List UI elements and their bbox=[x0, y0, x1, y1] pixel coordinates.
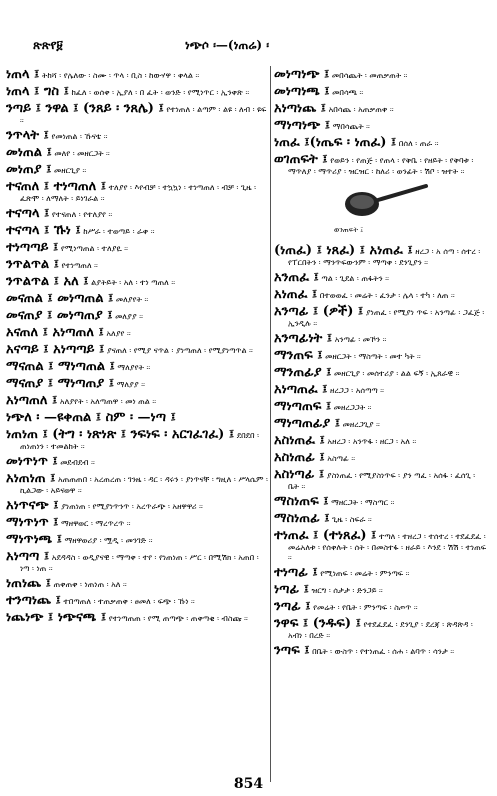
dictionary-entry bbox=[274, 153, 488, 177]
dictionary-entry bbox=[274, 512, 488, 526]
dictionary-entry bbox=[6, 163, 268, 177]
entry-headword: ወገጠፍት ፤ bbox=[274, 152, 328, 167]
left-column bbox=[6, 68, 268, 780]
entry-headword: ማስነጠፊ ፤ bbox=[274, 511, 330, 526]
header-title: ነጭሶ ፡—(ነጠሬ) ፡ bbox=[185, 38, 270, 52]
entry-definition: አለያየ ። bbox=[106, 329, 131, 338]
header-left-text: ጽጽየ፱ bbox=[33, 38, 63, 52]
entry-headword: (ነጠፈ) ፤ ነጸፈ) ፤ አነጠፈ ፤ bbox=[274, 243, 413, 258]
dictionary-entry bbox=[6, 594, 268, 608]
entry-headword: መነጥነጥ ፤ bbox=[6, 454, 58, 469]
page-number: 854 bbox=[233, 776, 264, 792]
entry-definition: ዘረጋ ፡ አ ሰጣ ፡ ሰተረ ፡ የፐርበትን ፡ ማንጥፍውንም ፡ ማጣቀ ፡ ደንጊያን ። bbox=[288, 247, 481, 267]
entry-headword: ማነጥነጥ ፤ bbox=[6, 515, 59, 530]
dictionary-entry bbox=[6, 309, 268, 323]
dictionary-entry bbox=[6, 241, 268, 255]
entry-headword: ንዋፍ ፤ (ንዱፍ) ፤ bbox=[274, 616, 361, 631]
dictionary-entry bbox=[6, 85, 268, 99]
dictionary-entry bbox=[6, 577, 268, 591]
entry-headword: አናጠለ ፤ አነጣጠለ ፤ bbox=[6, 325, 104, 340]
entry-definition: ማለያያ ። bbox=[116, 380, 145, 389]
entry-headword: ማነጣጠፍ ፤ bbox=[274, 399, 332, 414]
dictionary-entry bbox=[6, 275, 268, 289]
entry-headword: ተናጠለ ፤ ተነጣጠለ ፤ bbox=[6, 179, 107, 194]
entry-definition: ዘረጋጋ ፡ አሰጣጣ ። bbox=[330, 386, 385, 395]
entry-headword: ተነጣፊ ፤ bbox=[274, 565, 318, 580]
entry-definition: መደብደብ ። bbox=[60, 458, 95, 467]
entry-definition: የተናጠለ ፡ የተለያየ ። bbox=[51, 210, 113, 219]
entry-definition: ጣል ፡ ጊደል ፡ ጠፋትን ። bbox=[321, 274, 389, 283]
entry-headword: አነጠፈ ፤ bbox=[274, 287, 318, 302]
dictionary-entry bbox=[6, 180, 268, 204]
entry-headword: አስነጠፊ ፤ bbox=[274, 450, 325, 465]
dictionary-entry bbox=[274, 85, 488, 99]
entry-definition: የመነጠል ፡ ኹናቴ ። bbox=[51, 132, 108, 141]
entry-definition: ከፈለ ፡ ወሰቀ ፡ ኢያለ ፡ በ ፈት ፡ ወንድ ፡ የሚነጥር ፡ ኢንቀጽ ። bbox=[71, 88, 250, 97]
entry-definition: አለያየት ፡ አለጣጠዋ ፡ መነ ጠል ። bbox=[59, 397, 157, 406]
entry-headword: ነጠነጨ ፤ bbox=[6, 576, 51, 591]
entry-headword: ማነጣነጭ ፤ bbox=[274, 118, 331, 133]
dictionary-entry bbox=[274, 566, 488, 580]
entry-definition: ያስነጠፈ ፡ የሚያስነጥፍ ፡ ያን ጣፈ ፡ አሰፋ ፡ ፈሰጊ ፡ ቤት ። bbox=[288, 471, 476, 491]
entry-definition: በሰለ ፡ ጠራ ። bbox=[398, 139, 439, 148]
entry-headword: ተናጣላ ፤ bbox=[6, 206, 50, 221]
dictionary-entry bbox=[274, 529, 488, 563]
entry-headword: ማነጥነጫ ፤ bbox=[6, 532, 62, 547]
entry-headword: አነጣጠለ ፤ bbox=[6, 393, 58, 408]
entry-definition: አጠጠጠበ ፡ አረጠረጠ ፡ ገንዜ ፡ ዳር ፡ ዳሩን ፡ ያነጥናቸ ፡ ግዚለ ፡ ሥላሴም ፡ ኪልጋው ፡ አይናወዋ ። bbox=[20, 475, 268, 495]
dictionary-entry bbox=[6, 533, 268, 547]
entry-definition: የተነጠለ ፡ ልጣም ፡ ልዩ ፡ ለብ ፡ ዩፍ ። bbox=[20, 105, 267, 125]
entry-headword: መነጣነጭ ፤ bbox=[274, 68, 330, 82]
dictionary-entry bbox=[6, 360, 268, 374]
entry-definition: የመሬት ፡ የቤት ፡ ምንጣፍ ፡ ስጦጥ ። bbox=[313, 603, 418, 612]
entry-headword: ንጣፊ ፤ bbox=[274, 599, 311, 614]
dictionary-entry bbox=[6, 428, 268, 452]
entry-headword: ነጠላ ፤ bbox=[6, 68, 40, 82]
entry-definition: አንጣፊ ፡ መኾን ። bbox=[334, 335, 387, 344]
entry-headword: ማናጠል ፤ ማነጣጠል ፤ bbox=[6, 359, 115, 374]
dictionary-entry bbox=[274, 495, 488, 509]
entry-headword: ማናጠያ ፤ ማነጣጠያ ፤ bbox=[6, 376, 115, 391]
entry-definition: የተደፈደፈ ፡ ደንጊያ ፡ ደረጃ ፡ ጽዳጽዳ ፡ አብነ ፡ በረድ ። bbox=[288, 620, 473, 640]
dictionary-entry bbox=[274, 349, 488, 363]
dictionary-entry bbox=[274, 383, 488, 397]
dictionary-entry bbox=[274, 332, 488, 346]
dictionary-entry bbox=[6, 499, 268, 513]
illustration bbox=[274, 180, 488, 240]
right-column-bottom-entries bbox=[274, 244, 488, 658]
entry-definition: ጠቀጠቀ ፡ ነጠነጠ ፡ አለ ። bbox=[53, 580, 127, 589]
entry-definition: ከሥራ ፡ ተወጣይ ፡ ራቀ ። bbox=[83, 227, 155, 236]
entry-headword: ነጭለ ፡ —ዩቀጠል ፤ ስም ፡ —ነጣ ፤ bbox=[6, 410, 176, 425]
dictionary-entry bbox=[6, 472, 268, 496]
dictionary-entry bbox=[6, 224, 268, 238]
entry-definition: ልያትይት ፡ አለ ፡ ተነ ጣጠለ ። bbox=[91, 278, 176, 287]
dictionary-entry bbox=[274, 136, 488, 150]
dictionary-entry bbox=[6, 129, 268, 143]
entry-headword: ንጥልጥል ፤ bbox=[6, 257, 59, 272]
entry-definition: ጊዜ ፡ ስፍራ ። bbox=[332, 515, 372, 524]
dictionary-entry bbox=[6, 611, 268, 625]
dictionary-entry bbox=[6, 146, 268, 160]
entry-headword: አንጠፈ ፤ bbox=[274, 270, 319, 285]
entry-definition: አስጣፊ ። bbox=[327, 454, 356, 463]
dictionary-entry bbox=[274, 119, 488, 133]
entry-headword: ነጨነጭ ፤ ነጭናጫ ፤ bbox=[6, 610, 107, 625]
dictionary-entry bbox=[274, 271, 488, 285]
dictionary-entry bbox=[274, 583, 488, 597]
dictionary-entry bbox=[274, 305, 488, 329]
entry-definition: በቤት ፡ ውስጥ ፡ የተነጠፈ ፡ ሰሐ ፡ ልባጥ ፡ ሳንታ ። bbox=[312, 647, 455, 656]
entry-definition: መበሳጨት ፡ መጠቃጠት ። bbox=[331, 71, 408, 80]
entry-definition: ያነጠፈ ፡ የሚያነ ጥፍ ፡ አንጣፊ ፡ ጋፈጅ ፡ ኢንዲሉ ። bbox=[288, 308, 485, 328]
entry-headword: አነጠነጠ ፤ bbox=[6, 471, 56, 486]
dictionary-entry bbox=[274, 617, 488, 641]
dictionary-entry bbox=[274, 288, 488, 302]
dictionary-entry bbox=[6, 207, 268, 221]
dictionary-entry bbox=[274, 102, 488, 116]
entry-headword: አነጣጣ ፤ bbox=[6, 549, 50, 564]
illustration-caption: ወንጠፍት ፤ bbox=[334, 226, 364, 234]
entry-definition: ተለያየ ፡ እየብቻ ፡ ተኳኳነ ፡ ተነጣጠለ ፡ ብቻ ፡ ጊዜ ፡ ፈጽሞ ፡ ለማለት ፡ ይነገራል ። bbox=[20, 183, 256, 203]
dictionary-entry bbox=[6, 550, 268, 574]
entry-headword: አስነጠፈ ፤ bbox=[274, 433, 325, 448]
entry-definition: መዘርጋት ፡ ማስጣት ፡ መተ ካት ። bbox=[325, 352, 421, 361]
entry-headword: ተንጣነጨ ፤ bbox=[6, 593, 61, 608]
dictionary-entry bbox=[6, 258, 268, 272]
entry-definition: ተበጣጠለ ፡ ተጠቃጠቀ ፡ ፀመለ ፡ ፍጭ ፡ ኹነ ። bbox=[63, 597, 195, 606]
entry-definition: አበሳጨ ፡ አጠቃጠቀ ። bbox=[328, 105, 394, 114]
dictionary-entry bbox=[274, 468, 488, 492]
entry-definition: የወይን ፡ የጠጅ ፡ የጠላ ፡ የቅቤ ፡ የዘይት ፡ የቅባቱ ፡ ማጥለያ ፡ ማጥሪያ ፡ ዝርዝር ፡ ከለሪ ፡ ወንፊት ፡ ሽቦ ፡ ዝተት ። bbox=[288, 156, 474, 176]
entry-headword: ተነጣጣይ ፤ bbox=[6, 240, 59, 255]
dictionary-entry bbox=[6, 394, 268, 408]
entry-headword: አናጣይ ፤ አነጣጣይ ፤ bbox=[6, 342, 105, 357]
dictionary-entry bbox=[6, 455, 268, 469]
entry-definition: መበሳጫ ። bbox=[332, 88, 364, 97]
entry-headword: አንጣፊነት ፤ bbox=[274, 331, 333, 346]
entry-definition: ያነጠነጠ ፡ የሚያነጥንጥ ፡ አረጥራጭ ፡ አዘዋዋሪ ። bbox=[61, 502, 203, 511]
entry-headword: ማስነጠፍ ፤ bbox=[274, 494, 329, 509]
entry-definition: መለየ ፡ መዘርጋት ። bbox=[54, 149, 110, 158]
dictionary-entry bbox=[274, 644, 488, 658]
entry-definition: ደበደበ ፡ ጠነጠነን ፡ ተመልከት ። bbox=[20, 431, 260, 451]
entry-definition: ማዘዋወር ፡ ማረጥረጥ ። bbox=[61, 519, 131, 528]
dictionary-entry bbox=[274, 417, 488, 431]
entry-headword: አነጥናጭ ፤ bbox=[6, 498, 59, 513]
entry-definition: ዝርግ ፡ ሰታታ ፡ ድንጋይ ። bbox=[311, 586, 383, 595]
entry-definition: ትከሻ ፡ የሌለው ፡ ስሙ ፡ ጥላ ፡ ቢስ ፡ ከውሃዋ ፡ ቀላል ። bbox=[41, 71, 200, 80]
entry-definition: መዘርጊያ ። bbox=[53, 166, 87, 175]
entry-headword: ንጣፍ ፤ bbox=[274, 643, 310, 658]
entry-definition: መዘረጋጋት ። bbox=[333, 403, 372, 412]
entry-headword: ማነጣጠፊያ ፤ bbox=[274, 416, 341, 431]
entry-headword: ንጣይ ፤ ንዋል ፤ (ንጸይ ፡ ንጸሌ) ፤ bbox=[6, 101, 164, 116]
entry-headword: መነጠያ ፤ bbox=[6, 162, 52, 177]
entry-headword: ነጠነጠ ፤ (ትግ ፡ ነጽነጽ ፤ ንፍነፍ ፡ አርገፈገፈ) ፤ bbox=[6, 427, 235, 442]
dictionary-entry bbox=[274, 68, 488, 82]
entry-headword: መናጠያ ፤ መነጣጠያ ፤ bbox=[6, 308, 113, 323]
entry-headword: መናጠል ፤ መነጣጠል ፤ bbox=[6, 291, 114, 306]
entry-headword: መነጣነጫ ፤ bbox=[274, 84, 330, 99]
entry-definition: የሚነጠፍ ፡ መሬት ፡ ምንጣፍ ። bbox=[320, 569, 410, 578]
running-header bbox=[0, 38, 497, 58]
entry-definition: አደዳዳስ ፡ ወዲያናዊ ፡ ማጣቀ ፡ ተየ ፡ የነጠነጠ ፡ ሥር ፡ በሚሽክ ፡ አጠበ ፡ ነጣ ፡ ነጠ ። bbox=[20, 553, 259, 573]
dictionary-entry bbox=[6, 68, 268, 82]
entry-headword: አስነጣፊ ፤ bbox=[274, 467, 325, 482]
entry-definition: ያናጠለ ፡ የሚያ ናጥል ፡ ያነጣጠለ ፡ የሚያነጣጥል ። bbox=[106, 346, 253, 355]
dictionary-entry bbox=[274, 400, 488, 414]
dictionary-entry bbox=[6, 343, 268, 357]
entry-definition: የሚነጣጠል ፡ ተለያዪ ። bbox=[60, 244, 129, 253]
entry-headword: ንጥላት ፤ bbox=[6, 128, 49, 143]
dictionary-entry bbox=[274, 366, 488, 380]
entry-headword: አነጣጠፈ ፤ bbox=[274, 382, 328, 397]
dictionary-entry bbox=[274, 451, 488, 465]
entry-headword: ተነጠፈ ፤ (ተነጸፈ) ፤ bbox=[274, 528, 377, 543]
entry-headword: አንጣፊ ፤ (ዎች) ፤ bbox=[274, 304, 364, 319]
entry-headword: ተናጣላ ፤ ኹነ ፤ bbox=[6, 223, 81, 238]
entry-headword: ነጣፊ ፤ bbox=[274, 582, 309, 597]
dictionary-entry bbox=[6, 292, 268, 306]
entry-definition: ማዘዋወሪያ ፡ ሟዲ ፡ መንገድ ። bbox=[64, 536, 153, 545]
entry-definition: መዘረጋጊያ ። bbox=[342, 420, 380, 429]
dictionary-entry bbox=[6, 377, 268, 391]
right-column bbox=[274, 68, 488, 780]
entry-definition: ተጣለ ፡ ተዘረጋ ፡ ተሰተረ ፡ ተደፈደፈ ፡ መሬአለቱ ፡ የሰቀሉት ፡ ሰት ፡ በመስተፋ ፡ ዘራይ ፡ እንደ ፡ ሽሽ ፡ ተነጠፍ ። bbox=[288, 532, 487, 562]
entry-definition: የተነጣጠጠ ፡ የሚ ጠጣጭ ፡ ጠቀጣቂ ፡ ብስጩ ። bbox=[108, 614, 248, 623]
strainer-ladle-icon bbox=[340, 182, 430, 222]
entry-definition: ማለያየት ። bbox=[117, 363, 151, 372]
dictionary-entry bbox=[274, 244, 488, 268]
dictionary-entry bbox=[6, 326, 268, 340]
entry-headword: ነጠፈ ፤(ነጤፍ ፡ ነጠፈ) ፤ bbox=[274, 135, 397, 150]
dictionary-entry bbox=[6, 411, 268, 425]
entry-definition: መዘርጊያ ፡ መሰተሪያ ፡ ልል ፍኝ ፡ ኢጸራዊ ። bbox=[334, 369, 460, 378]
entry-headword: ማንጠፊያ ፤ bbox=[274, 365, 332, 380]
dictionary-entry bbox=[274, 434, 488, 448]
entry-headword: አነጣነጨ ፤ bbox=[274, 101, 327, 116]
dictionary-entry bbox=[6, 516, 268, 530]
entry-definition: መለያየት ። bbox=[115, 295, 149, 304]
entry-headword: ማንጠፍ ፤ bbox=[274, 348, 323, 363]
dictionary-entry bbox=[6, 102, 268, 126]
entry-headword: ነጠላ ፤ ግስ ፤ bbox=[6, 84, 69, 99]
entry-definition: ማበሳጨት ። bbox=[332, 122, 370, 131]
entry-definition: አዘረጋ ፡ አንጥፋ ፡ ዘርጋ ፡ አለ ። bbox=[327, 437, 417, 446]
right-column-top-entries bbox=[274, 68, 488, 177]
dictionary-entry bbox=[274, 600, 488, 614]
entry-headword: ንጥልጥል ፤ አለ ፤ bbox=[6, 274, 89, 289]
entry-definition: መለያያ ። bbox=[115, 312, 143, 321]
entry-definition: ማዘርጋት ፡ ማስጣር ። bbox=[331, 498, 395, 507]
entry-definition: የተነጣጠለ ። bbox=[61, 261, 98, 270]
column-divider bbox=[270, 66, 271, 782]
entry-headword: መነጠል ፤ bbox=[6, 145, 52, 160]
entry-definition: በተወወፈ ፡ መሬት ፡ ፈንታ ፡ ሌላ ፡ ተካ ፡ ለጠ ። bbox=[319, 291, 455, 300]
